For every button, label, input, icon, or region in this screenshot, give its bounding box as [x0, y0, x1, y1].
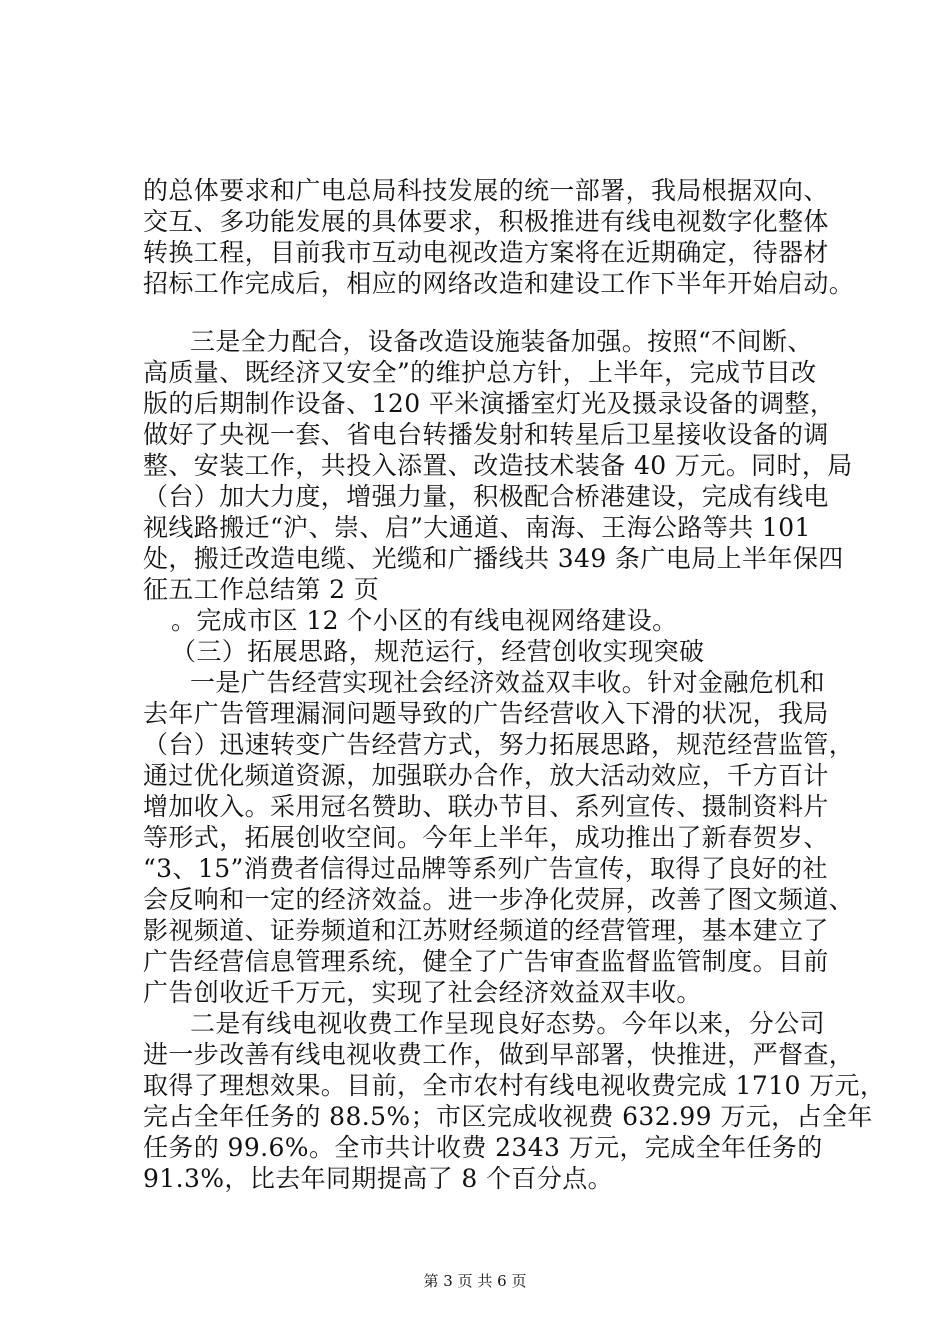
page-number-footer: 第 3 页 共 6 页: [423, 1272, 527, 1290]
paragraph-line: 三是全力配合，设备改造设施装备加强。按照“不间断、: [190, 327, 813, 356]
paragraph-line: 做好了央视一套、省电台转播发射和转星后卫星接收设备的调: [143, 420, 829, 449]
paragraph-line: 会反响和一定的经济效益。进一步净化荧屏，改善了图文频道、: [143, 885, 855, 914]
paragraph-line: 广告创收近千万元，实现了社会经济效益双丰收。: [143, 978, 702, 1007]
paragraph-line: 版的后期制作设备、120 平米演播室灯光及摄录设备的调整，: [143, 389, 836, 418]
paragraph-line: 二是有线电视收费工作呈现良好态势。今年以来，分公司: [190, 1009, 826, 1038]
paragraph-line: “3、15”消费者信得过品牌等系列广告宣传，取得了良好的社: [143, 854, 828, 883]
paragraph-line: 招标工作完成后，相应的网络改造和建设工作下半年开始启动。: [143, 269, 855, 298]
paragraph-line: 影视频道、证券频道和江苏财经频道的经营管理，基本建立了: [143, 916, 829, 945]
paragraph-line: 91.3%，比去年同期提高了 8 个百分点。: [143, 1164, 614, 1193]
paragraph-line: 高质量、既经济又安全”的维护总方针，上半年，完成节目改: [143, 358, 817, 387]
paragraph-line: 增加收入。采用冠名赞助、联办节目、系列宣传、摄制资料片: [143, 792, 829, 821]
paragraph-line: 转换工程，目前我市互动电视改造方案将在近期确定，待器材: [143, 238, 829, 267]
paragraph-line: 征五工作总结第 2 页: [143, 575, 380, 604]
paragraph-line: 广告经营信息管理系统，健全了广告审查监督监管制度。目前: [143, 947, 829, 976]
paragraph-line: 取得了理想效果。目前，全市农村有线电视收费完成 1710 万元，: [143, 1071, 886, 1100]
paragraph-line: （台）迅速转变广告经营方式，努力拓展思路，规范经营监管，: [143, 730, 855, 759]
paragraph-line: 任务的 99.6%。全市共计收费 2343 万元，完成全年任务的: [143, 1133, 823, 1162]
paragraph-line: 处，搬迁改造电缆、光缆和广播线共 349 条广电局上半年保四: [143, 544, 844, 573]
paragraph-line: 通过优化频道资源，加强联办合作，放大活动效应，千方百计: [143, 761, 829, 790]
paragraph-line: 完占全年任务的 88.5%；市区完成收视费 632.99 万元，占全年: [143, 1102, 873, 1131]
paragraph-line: 进一步改善有线电视收费工作，做到早部署，快推进，严督查，: [143, 1040, 855, 1069]
paragraph-line: 的总体要求和广电总局科技发展的统一部署，我局根据双向、: [143, 176, 829, 205]
paragraph-line: 等形式，拓展创收空间。今年上半年，成功推出了新春贺岁、: [143, 823, 829, 852]
paragraph-line: 去年广告管理漏洞问题导致的广告经营收入下滑的状况，我局: [143, 699, 829, 728]
paragraph-line: 视线路搬迁“沪、崇、启”大通道、南海、王海公路等共 101: [143, 513, 811, 542]
paragraph-line: 。完成市区 12 个小区的有线电视网络建设。: [171, 606, 678, 635]
section-heading: （三）拓展思路，规范运行，经营创收实现突破: [171, 637, 705, 666]
paragraph-line: 整、安装工作，共投入添置、改造技术装备 40 万元。同时，局: [143, 451, 853, 480]
paragraph-line: 交互、多功能发展的具体要求，积极推进有线电视数字化整体: [143, 207, 829, 236]
paragraph-line: （台）加大力度，增强力量，积极配合桥港建设，完成有线电: [143, 482, 829, 511]
paragraph-line: 一是广告经营实现社会经济效益双丰收。针对金融危机和: [190, 668, 826, 697]
